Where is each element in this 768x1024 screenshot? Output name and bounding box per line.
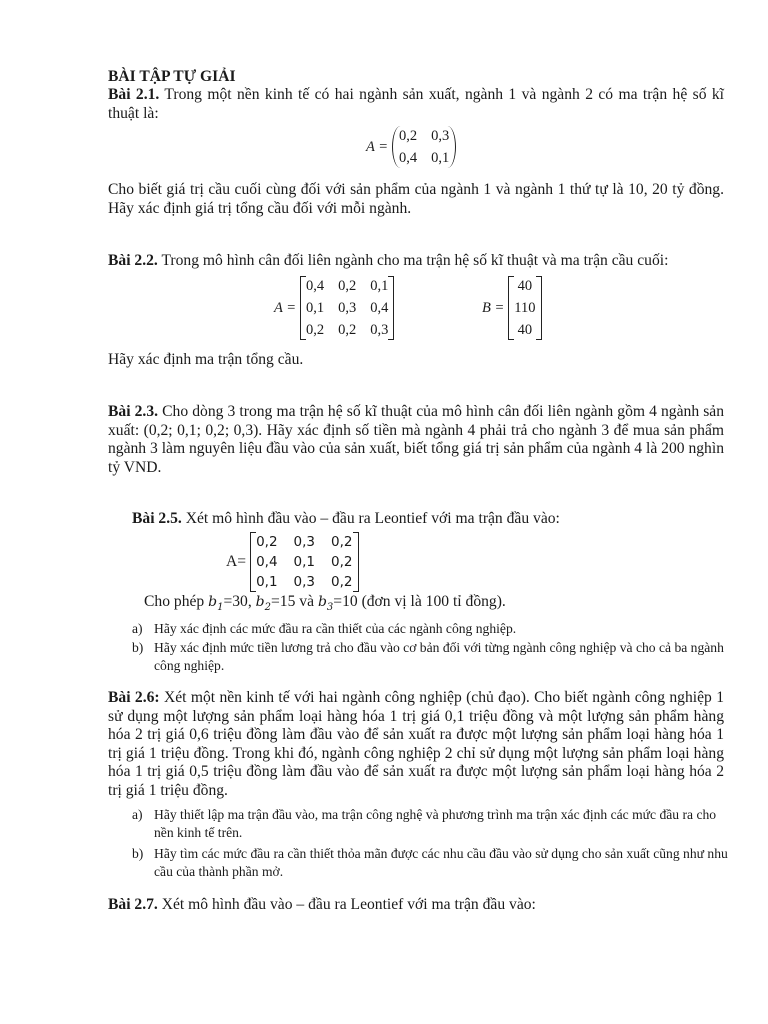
matrix-cell: 110 — [514, 300, 536, 316]
matrix-cell: 0,3 — [370, 322, 389, 338]
matrix-body — [300, 276, 394, 340]
exercise-2-6-item-b — [132, 845, 734, 880]
exercise-label: Bài 2.7. — [108, 896, 158, 913]
matrix-cell: 0,4 — [256, 554, 278, 570]
matrix-cell: 0,3 — [293, 534, 316, 550]
matrix-cell: 0,2 — [331, 554, 353, 570]
exercise-2-6-item-a — [132, 806, 734, 841]
matrix-a-2-2 — [274, 276, 394, 340]
item-text: Hãy xác định các mức đầu ra cần thiết của các ngành công nghiệp. — [154, 621, 517, 636]
matrix-cell: 40 — [517, 278, 533, 294]
exercise-label: Bài 2.2. — [108, 252, 158, 269]
item-label: a) — [132, 621, 143, 636]
exercise-2-5-demand — [144, 593, 744, 617]
b-symbol: $b_2$ — [255, 594, 272, 613]
matrix-cell: 0,4 — [399, 150, 418, 166]
matrix-cell: 0,2 — [331, 574, 353, 590]
exercise-2-5-item-a — [132, 620, 734, 638]
matrix-cell: 0,1 — [431, 150, 450, 166]
matrix-a-2-5 — [226, 532, 359, 592]
exercise-body: Xét một nền kinh tế với hai ngành công nghiệp (chủ đạo). Cho biết ngành công nghiệp 1 sử dụng một lượng sản phẩm loại hàng hóa 1 trị giá 0,1 triệu đồng và một lượng sản phẩm hàng hóa 2 trị giá 0,6 triệu đồng làm đầu vào để sản xuất ra được một lượng sản phẩm loại hàng hóa 1 trị giá 1 triệu đồng. Trong khi đó, ngành công nghiệp 2 chỉ sử dụng một lượng sản phẩm loại hàng hóa 1 trị giá 0,5 triệu đồng làm đầu vào để sản xuất ra được một lượng sản phẩm loại hàng hóa 2 trị giá 1 triệu đồng. — [108, 689, 724, 799]
item-label: b) — [132, 846, 144, 861]
item-text: Hãy thiết lập ma trận đầu vào, ma trận công nghệ và phương trình ma trận xác định các mức đầu ra cho nền kinh tế trên. — [154, 807, 717, 840]
matrix-body — [250, 532, 358, 592]
matrix-cell: 0,3 — [293, 574, 316, 590]
matrix-body — [392, 126, 456, 168]
matrix-cell: 0,1 — [306, 300, 325, 316]
matrix-name: A= — [226, 553, 247, 570]
matrix-cell: 0,2 — [256, 534, 278, 550]
matrix-cell: 0,4 — [370, 300, 389, 316]
exercise-label: Bài 2.1. — [108, 86, 160, 103]
matrix-cell: 0,1 — [370, 278, 389, 294]
item-label: a) — [132, 807, 143, 822]
demand-prefix: Cho phép — [144, 593, 205, 610]
matrix-cell: 0,2 — [331, 534, 353, 550]
matrix-cell: 0,3 — [431, 128, 450, 144]
b3-value: =10 (đơn vị là 100 tỉ đồng). — [333, 593, 506, 610]
exercise-label: Bài 2.5. — [132, 510, 182, 527]
exercise-2-1-text — [108, 86, 724, 123]
matrix-cell: 0,1 — [256, 574, 278, 590]
exercise-body: Xét mô hình đầu vào – đầu ra Leontief với ma trận đầu vào: — [185, 510, 560, 527]
exercise-2-7-text — [108, 896, 724, 915]
exercise-2-6-text — [108, 689, 724, 800]
matrix-name: A = — [366, 138, 389, 155]
exercise-2-3-text — [108, 403, 724, 477]
b-symbol: $b_3$ — [317, 594, 334, 613]
b2-value: =15 và — [271, 593, 315, 610]
exercise-body: Cho dòng 3 trong ma trận hệ số kĩ thuật của mô hình cân đối liên ngành gồm 4 ngành sản xuất: (0,2; 0,1; 0,2; 0,3). Hãy xác định số tiền mà ngành 4 phải trả cho ngành 3 để mua sản phẩm ngành 3 làm nguyên liệu đầu vào của sản xuất, biết tổng giá trị sản phẩm của ngành 4 là 200 nghìn tỷ VND. — [108, 403, 725, 476]
matrix-cell: 0,2 — [306, 322, 325, 338]
item-text: Hãy xác định mức tiền lương trả cho đầu vào cơ bản đối với từng ngành công nghiệp và cho cả ba ngành công nghiệp. — [154, 640, 724, 673]
exercise-2-5-text — [132, 510, 732, 529]
matrix-cell: 0,2 — [338, 322, 357, 338]
matrix-name: B = — [482, 299, 505, 316]
b-symbol: $b_1$ — [208, 594, 224, 613]
item-label: b) — [132, 640, 144, 655]
matrix-a-2-1 — [366, 126, 456, 168]
exercise-2-1-question: Cho biết giá trị cầu cuối cùng đối với sản phẩm của ngành 1 và ngành 1 thứ tự là 10, 20 tỷ đồng. Hãy xác định giá trị tổng cầu đối với mỗi ngành. — [108, 181, 724, 217]
matrix-cell: 0,1 — [293, 554, 316, 570]
matrix-b-2-2 — [482, 276, 542, 340]
exercise-2-2-text — [108, 252, 724, 271]
exercise-label: Bài 2.6: — [108, 689, 160, 706]
item-text: Hãy tìm các mức đầu ra cần thiết thỏa mãn được các nhu cầu đầu vào sử dụng cho sản xuất cũng như nhu cầu của thành phần mở. — [154, 846, 728, 879]
section-heading: BÀI TẬP TỰ GIẢI — [108, 68, 236, 85]
b1-value: =30, — [223, 593, 252, 610]
matrix-name: A = — [274, 299, 297, 316]
matrix-cell: 0,2 — [338, 278, 357, 294]
exercise-body: Trong một nền kinh tế có hai ngành sản xuất, ngành 1 và ngành 2 có ma trận hệ số kĩ thuật là: — [108, 86, 724, 122]
exercise-label: Bài 2.3. — [108, 403, 159, 420]
exercise-2-2-question: Hãy xác định ma trận tổng cầu. — [108, 351, 304, 368]
matrix-cell: 40 — [517, 322, 533, 338]
matrix-cell: 0,4 — [306, 278, 325, 294]
matrix-cell: 0,3 — [338, 300, 357, 316]
matrix-cell: 0,2 — [399, 128, 418, 144]
matrix-body — [508, 276, 541, 340]
exercise-2-5-item-b — [132, 639, 734, 674]
exercise-body: Xét mô hình đầu vào – đầu ra Leontief với ma trận đầu vào: — [161, 896, 536, 913]
exercise-body: Trong mô hình cân đối liên ngành cho ma trận hệ số kĩ thuật và ma trận cầu cuối: — [161, 252, 669, 269]
